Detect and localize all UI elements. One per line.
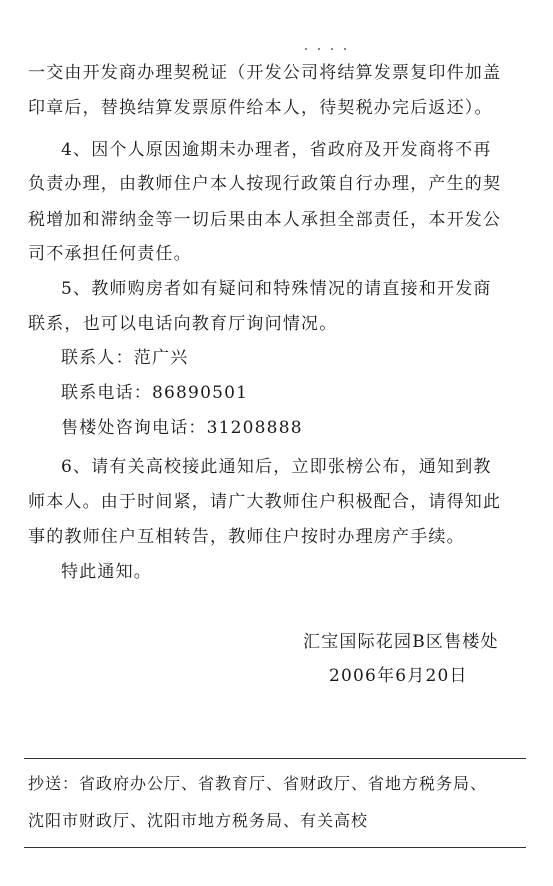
body-line: 事的教师住户互相转告，教师住户按时办理房产手续。 [28,527,465,547]
scan-artifact [318,48,320,50]
contact-phone: 联系电话：86890501 [61,383,249,403]
signature-org: 汇宝国际花园B区售楼处 [303,632,499,652]
cc-line: 抄送：省政府办公厅、省教育厅、省财政厅、省地方税务局、 [28,774,488,793]
body-line: 联系，也可以电话向教育厅询问情况。 [28,314,338,334]
body-line: 4、因个人原因逾期未办理者，省政府及开发商将不再 [61,140,492,160]
cc-bottom-divider [24,847,526,848]
body-line: 5、教师购房者如有疑问和特殊情况的请直接和开发商 [61,279,492,299]
body-line: 一交由开发商办理契税证（开发公司将结算发票复印件加盖 [28,63,502,83]
body-line: 印章后，替换结算发票原件给本人，待契税办完后返还）。 [28,98,493,118]
cc-divider [24,758,526,759]
body-line: 师本人。由于时间紧，请广大教师住户积极配合，请得知此 [28,492,502,512]
closing-line: 特此通知。 [61,562,152,582]
cc-line: 沈阳市财政厅、沈阳市地方税务局、有关高校 [28,811,369,830]
scan-artifact [305,48,307,50]
body-line: 负责办理，由教师住户本人按现行政策自行办理，产生的契 [28,174,502,194]
signature-date: 2006年6月20日 [329,666,468,686]
scan-artifact [331,48,333,50]
body-line: 6、请有关高校接此通知后，立即张榜公布，通知到教 [61,457,492,477]
sales-office-phone: 售楼处咨询电话：31208888 [61,418,303,438]
body-line: 司不承担任何责任。 [28,244,192,264]
scan-artifact [344,48,346,50]
contact-person: 联系人：范广兴 [61,348,189,368]
body-line: 税增加和滞纳金等一切后果由本人承担全部责任，本开发公 [28,210,502,230]
